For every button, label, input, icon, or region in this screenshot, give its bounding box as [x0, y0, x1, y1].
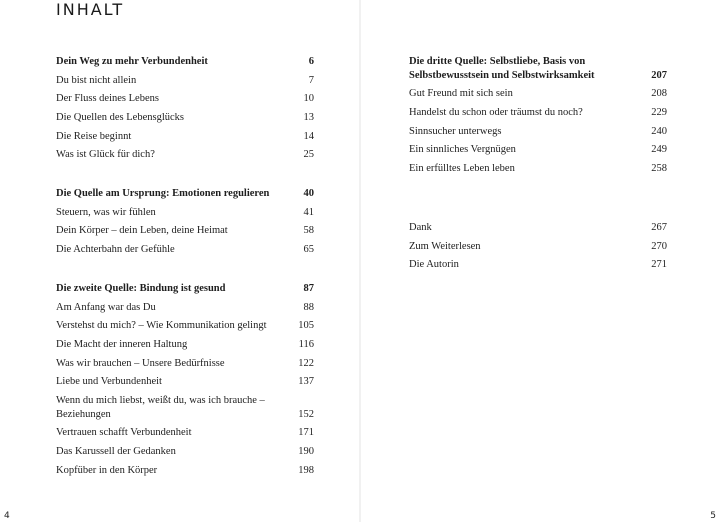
toc-entry-title: Am Anfang war das Du [56, 301, 156, 313]
toc-entry [56, 301, 314, 315]
toc-entry [409, 162, 667, 176]
toc-entry-page: 152 [298, 408, 314, 420]
toc-entry [56, 357, 314, 371]
toc-entry-title: Die Macht der inneren Haltung [56, 339, 188, 351]
toc-entry [409, 143, 667, 157]
toc-entry-title: Was wir brauchen – Unsere Bedürfnisse [56, 357, 225, 369]
toc-right-group-2 [409, 221, 667, 277]
toc-entry-page: 207 [651, 69, 667, 81]
toc-entry-title: Wenn du mich liebst, weißt du, was ich brauche – Beziehungen [56, 395, 265, 420]
page-number-right: 5 [710, 511, 716, 521]
toc-entry-title: Du bist nicht allein [56, 74, 137, 86]
toc-entry-page: 6 [308, 56, 314, 67]
toc-entry [56, 206, 314, 220]
toc-entry [56, 394, 314, 421]
toc-entry-title: Handelst du schon oder träumst du noch? [409, 106, 583, 118]
toc-entry [56, 243, 314, 257]
toc-left-group-1 [56, 55, 314, 167]
toc-entry [56, 130, 314, 144]
toc-chapter-heading [56, 187, 314, 201]
toc-entry-page: 58 [303, 225, 314, 237]
toc-entry-title: Die Quellen des Lebensglücks [56, 112, 185, 124]
toc-entry [56, 445, 314, 459]
toc-chapter-heading [56, 55, 314, 69]
toc-entry-page: 229 [651, 106, 667, 118]
toc-entry-title: Gut Freund mit sich sein [409, 88, 513, 100]
toc-entry-page: 267 [651, 222, 667, 233]
toc-entry-page: 137 [298, 376, 314, 388]
toc-entry [56, 464, 314, 478]
toc-entry-title: Das Karussell der Gedanken [56, 446, 176, 457]
toc-entry-title: Dein Körper – dein Leben, deine Heimat [56, 225, 228, 237]
toc-entry [409, 258, 667, 272]
toc-entry-page: 41 [303, 206, 314, 218]
toc-entry-title: Sinnsucher unterwegs [409, 125, 502, 137]
toc-left-group-3 [56, 282, 314, 482]
toc-entry-page: 10 [303, 93, 314, 105]
toc-entry [56, 375, 314, 389]
toc-entry [56, 111, 314, 125]
toc-entry-title: Die Reise beginnt [56, 130, 132, 142]
toc-entry-page: 208 [651, 88, 667, 100]
toc-entry-title: Zum Weiterlesen [409, 240, 481, 252]
toc-entry-title: Steuern, was wir fühlen [56, 206, 156, 218]
page-gutter [359, 0, 361, 522]
toc-chapter-heading [56, 282, 314, 296]
toc-chapter-heading [409, 55, 667, 82]
toc-entry-page: 13 [303, 112, 314, 124]
page-title: INHALT [56, 0, 125, 19]
toc-entry [409, 87, 667, 101]
toc-entry [409, 240, 667, 254]
toc-entry-title: Die Autorin [409, 259, 459, 271]
toc-entry [56, 426, 314, 440]
toc-entry [56, 338, 314, 352]
toc-entry-page: 271 [651, 259, 667, 271]
toc-entry-page: 14 [303, 130, 314, 142]
toc-entry-title: Der Fluss deines Lebens [56, 93, 159, 105]
toc-entry-page: 258 [651, 162, 667, 174]
toc-entry [409, 106, 667, 120]
toc-entry-title: Verstehst du mich? – Wie Kommunikation gelingt [56, 320, 267, 332]
toc-entry [409, 125, 667, 139]
toc-entry [56, 92, 314, 106]
toc-entry-title: Ein erfülltes Leben leben [409, 162, 515, 174]
toc-entry [56, 148, 314, 162]
page-number-left: 4 [4, 511, 10, 521]
toc-entry-title: Die Achterbahn der Gefühle [56, 244, 175, 256]
toc-entry-page: 88 [303, 301, 314, 313]
toc-entry-page: 190 [298, 446, 314, 457]
toc-entry-title: Die zweite Quelle: Bindung ist gesund [56, 283, 226, 294]
toc-entry-title: Dank [409, 222, 432, 233]
toc-entry-title: Die dritte Quelle: Selbstliebe, Basis von Selbstbewusstsein und Selbstwirksamkeit [409, 56, 595, 81]
toc-entry-page: 122 [298, 357, 314, 369]
toc-entry-page: 240 [651, 125, 667, 137]
toc-entry-page: 7 [308, 74, 314, 86]
toc-entry-title: Ein sinnliches Vergnügen [409, 144, 516, 156]
toc-entry-page: 87 [303, 283, 314, 294]
toc-entry-page: 25 [303, 149, 314, 161]
toc-entry-page: 270 [651, 240, 667, 252]
toc-entry-title: Die Quelle am Ursprung: Emotionen regulieren [56, 188, 270, 199]
toc-entry [56, 224, 314, 238]
toc-entry-title: Dein Weg zu mehr Verbundenheit [56, 56, 208, 67]
toc-entry-title: Vertrauen schafft Verbundenheit [56, 427, 192, 439]
toc-entry-title: Liebe und Verbundenheit [56, 376, 162, 388]
toc-entry [56, 319, 314, 333]
toc-left-group-2 [56, 187, 314, 262]
toc-entry [409, 221, 667, 235]
toc-entry-title: Was ist Glück für dich? [56, 149, 155, 161]
toc-entry-page: 198 [298, 464, 314, 476]
toc-entry-page: 40 [303, 188, 314, 199]
toc-entry [56, 74, 314, 88]
toc-entry-page: 105 [298, 320, 314, 332]
toc-entry-page: 116 [298, 339, 314, 351]
toc-entry-page: 171 [298, 427, 314, 439]
toc-entry-page: 65 [303, 244, 314, 256]
toc-right-group-1 [409, 55, 667, 181]
toc-entry-title: Kopfüber in den Körper [56, 464, 158, 476]
toc-entry-page: 249 [651, 144, 667, 156]
